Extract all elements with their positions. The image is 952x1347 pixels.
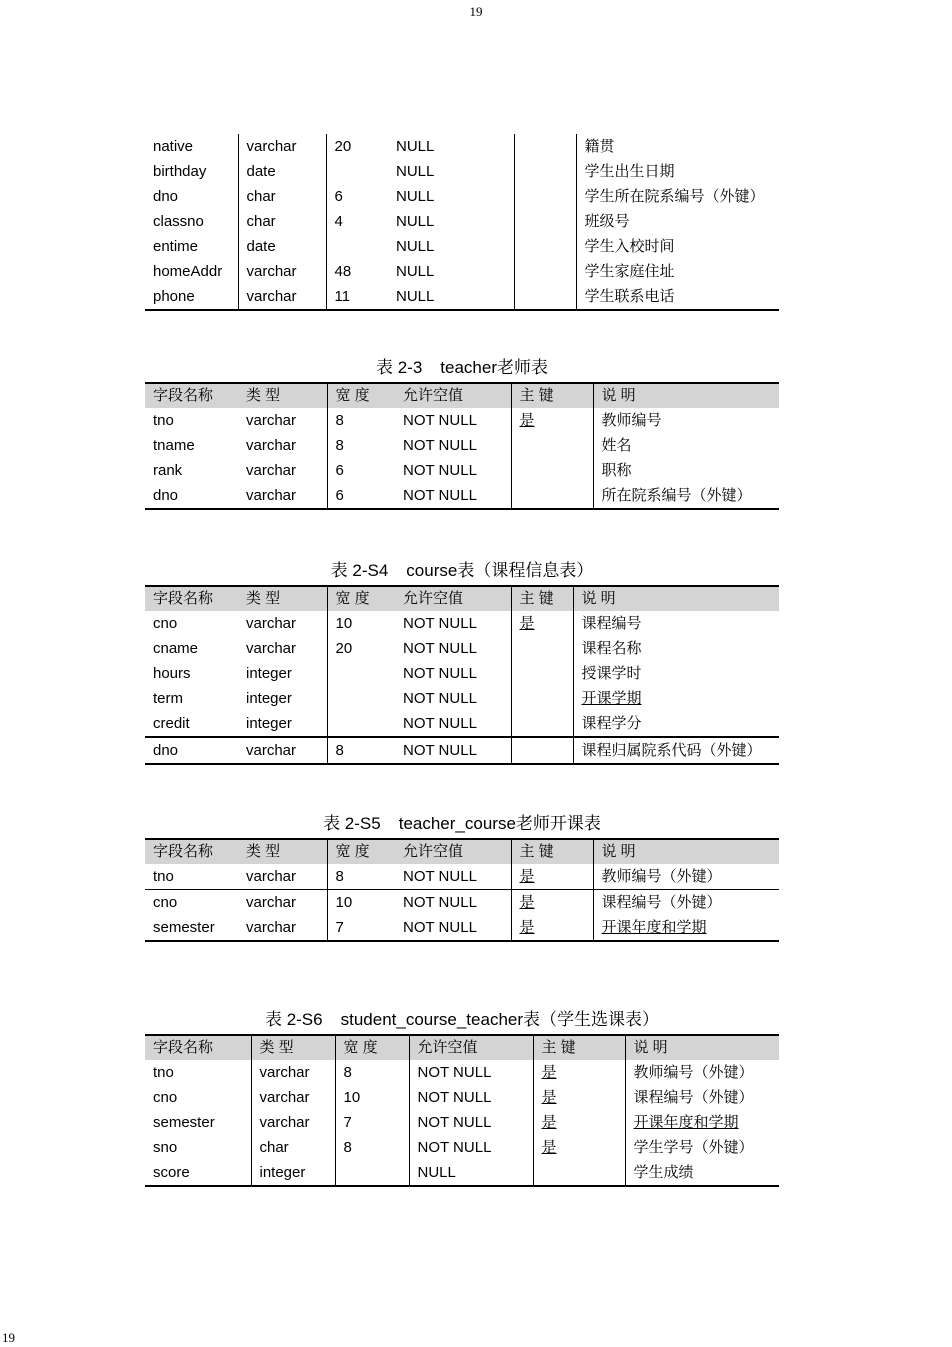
table-row: tname varchar 8 NOT NULL 姓名 (145, 433, 779, 458)
table-caption (145, 1006, 779, 1034)
caption-title: teacher_course老师开课表 (398, 814, 601, 833)
table-row: semester varchar 7 NOT NULL 是 开课年度和学期 (145, 915, 779, 941)
table-teacher-block (145, 354, 779, 510)
caption-title: course表（课程信息表） (406, 561, 594, 580)
table-sct-block (145, 1006, 779, 1187)
table-row: semester varchar 7 NOT NULL 是 开课年度和学期 (145, 1110, 779, 1135)
table-row: tno varchar 8 NOT NULL 是 教师编号（外键） (145, 1060, 779, 1085)
table-row: dno varchar 6 NOT NULL 所在院系编号（外键） (145, 483, 779, 509)
table-caption (145, 810, 779, 838)
table-student-course-teacher (145, 1034, 779, 1187)
table-row: sno char 8 NOT NULL 是 学生学号（外键） (145, 1135, 779, 1160)
caption-number: 表 2-S6 (264, 1010, 323, 1029)
table-row: dno varchar 8 NOT NULL 课程归属院系代码（外键） (145, 737, 779, 764)
table-row: classno char 4 NULL 班级号 (145, 209, 779, 234)
table-row: dno char 6 NULL 学生所在院系编号（外键） (145, 184, 779, 209)
table-row: tno varchar 8 NOT NULL 是 教师编号（外键） (145, 864, 779, 890)
table-row: term integer NOT NULL 开课学期 (145, 686, 779, 711)
table-course (145, 585, 779, 765)
table-course-block (145, 557, 779, 765)
table-caption (145, 354, 779, 382)
caption-title: student_course_teacher表（学生选课表） (340, 1010, 660, 1029)
page-number-top: 19 (469, 4, 483, 19)
table-header-row: 字段名称 类 型 宽 度 允许空值 主 键 说 明 (145, 383, 779, 408)
caption-title: teacher老师表 (440, 358, 548, 377)
table-teacher-course-block (145, 810, 779, 942)
table-caption (145, 557, 779, 585)
table-row: tno varchar 8 NOT NULL 是 教师编号 (145, 408, 779, 433)
page-number-bottom: 19 (2, 1330, 15, 1345)
caption-number: 表 2-S4 (330, 561, 389, 580)
table-teacher (145, 382, 779, 510)
table-row: hours integer NOT NULL 授课学时 (145, 661, 779, 686)
table-header-row: 字段名称 类 型 宽 度 允许空值 主 键 说 明 (145, 1035, 779, 1060)
table-row: cno varchar 10 NOT NULL 是 课程编号 (145, 611, 779, 636)
table-row: entime date NULL 学生入校时间 (145, 234, 779, 259)
table-student-continued-block (145, 134, 779, 311)
table-row: rank varchar 6 NOT NULL 职称 (145, 458, 779, 483)
table-row: native varchar 20 NULL 籍贯 (145, 134, 779, 159)
table-row: birthday date NULL 学生出生日期 (145, 159, 779, 184)
caption-number: 表 2-S5 (323, 814, 381, 833)
caption-number: 表 2-3 (376, 358, 423, 377)
table-row: score integer NULL 学生成绩 (145, 1160, 779, 1186)
table-student-continued (145, 134, 779, 311)
table-teacher-course (145, 838, 779, 942)
table-row: cno varchar 10 NOT NULL 是 课程编号（外键） (145, 1085, 779, 1110)
table-header-row: 字段名称 类 型 宽 度 允许空值 主 键 说 明 (145, 839, 779, 864)
table-row: homeAddr varchar 48 NULL 学生家庭住址 (145, 259, 779, 284)
table-row: cno varchar 10 NOT NULL 是 课程编号（外键） (145, 890, 779, 916)
table-row: cname varchar 20 NOT NULL 课程名称 (145, 636, 779, 661)
table-header-row: 字段名称 类 型 宽 度 允许空值 主 键 说 明 (145, 586, 779, 611)
table-row: credit integer NOT NULL 课程学分 (145, 711, 779, 737)
table-row: phone varchar 11 NULL 学生联系电话 (145, 284, 779, 310)
